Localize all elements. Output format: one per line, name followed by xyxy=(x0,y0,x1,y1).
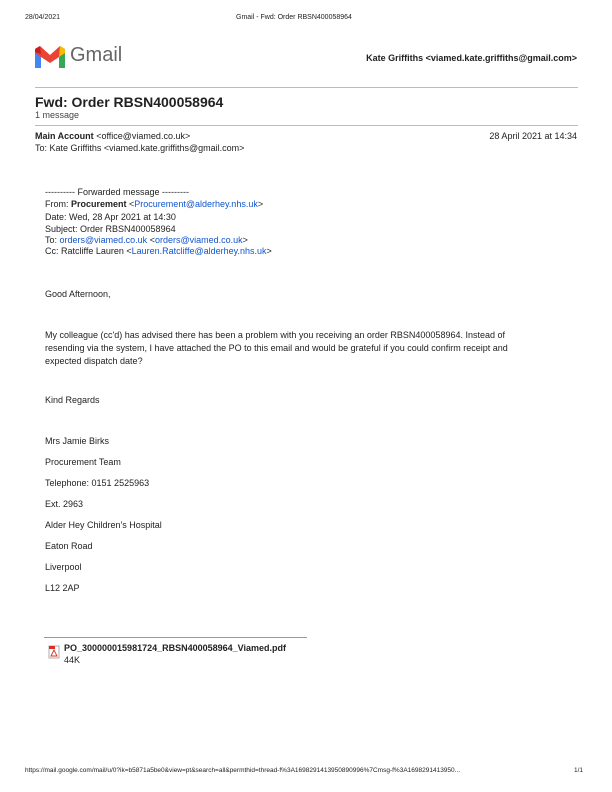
to-email-link[interactable]: orders@viamed.co.uk xyxy=(59,235,148,245)
attachment-size: 44K xyxy=(64,655,81,665)
sender xyxy=(35,131,190,141)
signature-line: Eaton Road xyxy=(45,541,93,551)
to-email-link-2[interactable]: orders@viamed.co.uk xyxy=(154,235,243,245)
pdf-icon xyxy=(48,645,60,661)
page-number: 1/1 xyxy=(574,767,584,774)
thread-subject: Fwd: Order RBSN400058964 xyxy=(35,94,224,110)
forward-divider: ---------- Forwarded message --------- xyxy=(45,187,189,197)
print-url: https://mail.google.com/mail/u/0?ik=b5871a5be0&view=pt&search=all&permthid=thread-f%3A1698291413950890996%7Cmsg-f%3A1698291413950... xyxy=(25,767,461,774)
greeting: Good Afternoon, xyxy=(45,289,111,299)
message-date: 28 April 2021 at 14:34 xyxy=(489,131,577,141)
signature-line: Mrs Jamie Birks xyxy=(45,436,110,446)
signature-line: Ext. 2963 xyxy=(45,499,84,509)
message-count: 1 message xyxy=(35,110,80,120)
fwd-to: To: orders@viamed.co.uk <orders@viamed.co.uk> xyxy=(45,235,248,245)
from-email-link[interactable]: Procurement@alderhey.nhs.uk xyxy=(134,199,258,209)
print-title: Gmail - Fwd: Order RBSN400058964 xyxy=(236,14,352,21)
signature-line: Alder Hey Children's Hospital xyxy=(45,520,162,530)
sender-email: <office@viamed.co.uk> xyxy=(96,131,191,141)
divider xyxy=(35,87,578,88)
print-date: 28/04/2021 xyxy=(25,14,61,21)
closing: Kind Regards xyxy=(45,395,100,405)
account-label: Kate Griffiths <viamed.kate.griffiths@gmail.com> xyxy=(366,53,577,63)
fwd-subject: Subject: Order RBSN400058964 xyxy=(45,224,176,234)
gmail-m-icon xyxy=(35,46,65,68)
gmail-logo xyxy=(35,46,65,70)
gmail-wordmark: Gmail xyxy=(70,44,123,66)
body-line: expected dispatch date? xyxy=(45,356,143,366)
cc-label: Cc: Ratcliffe Lauren < xyxy=(45,246,132,256)
to-label: To: xyxy=(45,235,60,245)
from-label: From: xyxy=(45,199,71,209)
signature-line: Telephone: 0151 2525963 xyxy=(45,478,150,488)
fwd-from: From: Procurement <Procurement@alderhey.nhs.uk> xyxy=(45,199,264,209)
attachment-filename[interactable]: PO_300000015981724_RBSN400058964_Viamed.pdf xyxy=(64,643,286,653)
sender-name: Main Account xyxy=(35,131,94,141)
fwd-date: Date: Wed, 28 Apr 2021 at 14:30 xyxy=(45,212,176,222)
cc-email-link[interactable]: Lauren.Ratcliffe@alderhey.nhs.uk xyxy=(131,246,267,256)
signature-line: L12 2AP xyxy=(45,583,80,593)
signature-line: Procurement Team xyxy=(45,457,121,467)
fwd-cc: Cc: Ratcliffe Lauren <Lauren.Ratcliffe@alderhey.nhs.uk> xyxy=(45,246,272,256)
signature-line: Liverpool xyxy=(45,562,82,572)
recipient: To: Kate Griffiths <viamed.kate.griffiths@gmail.com> xyxy=(35,143,245,153)
attachment-divider xyxy=(44,637,307,638)
body-line: My colleague (cc'd) has advised there has been a problem with you receiving an order RBSN400058964. Instead of xyxy=(45,330,505,340)
from-name: Procurement xyxy=(71,199,127,209)
divider xyxy=(35,125,578,126)
body-line: resending via the system, I have attached the PO to this email and would be grateful if you could confirm receipt and xyxy=(45,343,508,353)
